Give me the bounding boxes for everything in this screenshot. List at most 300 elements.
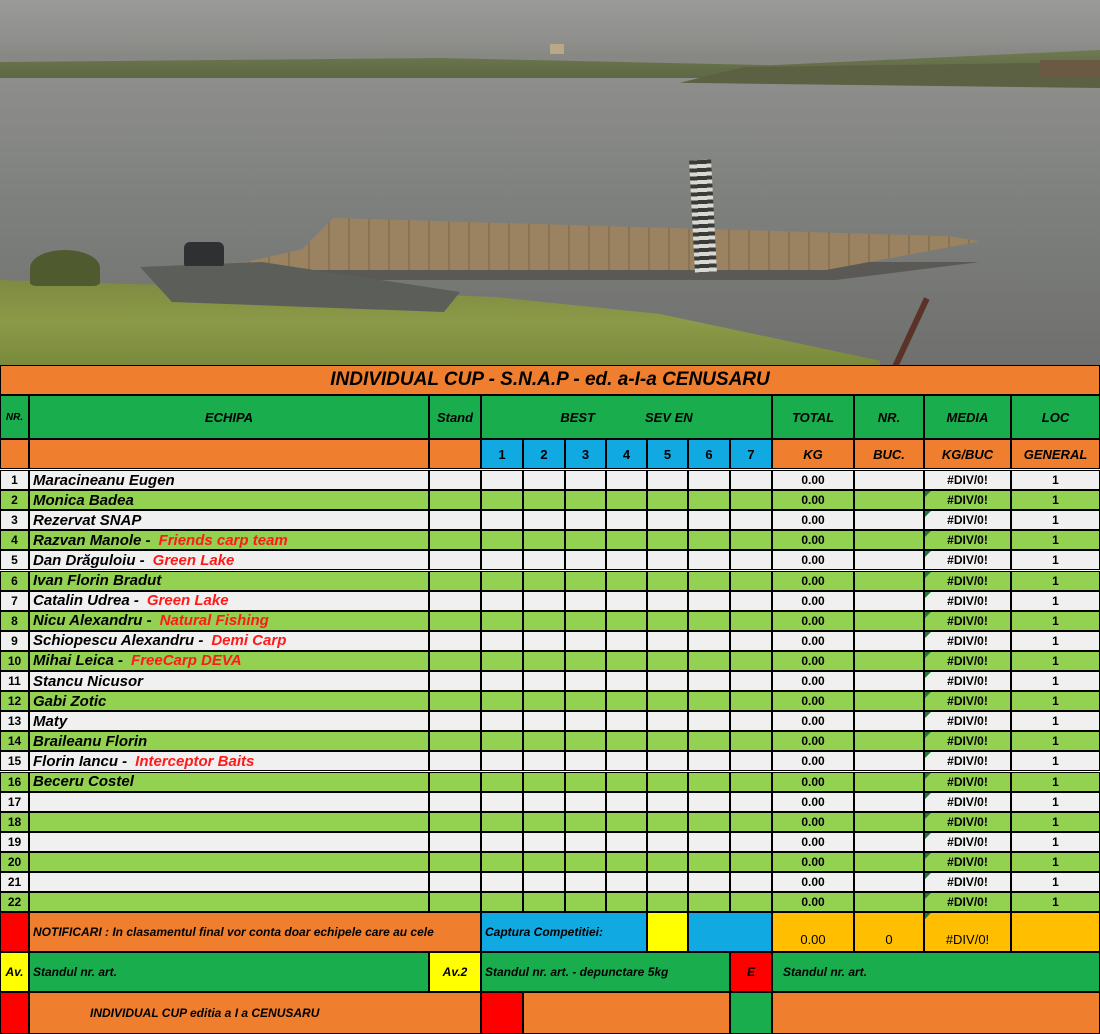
row-nr-buc xyxy=(854,731,924,751)
row-total-kg: 0.00 xyxy=(772,631,854,651)
row-best-3 xyxy=(565,872,606,892)
row-best-4 xyxy=(606,651,647,671)
row-best-5 xyxy=(647,671,688,691)
row-best-3 xyxy=(565,852,606,872)
row-total-kg: 0.00 xyxy=(772,490,854,510)
row-best-7 xyxy=(730,470,772,490)
row-best-7 xyxy=(730,772,772,792)
row-nr: 13 xyxy=(0,711,29,731)
row-nr-buc xyxy=(854,812,924,832)
bottom-orange-right xyxy=(772,992,1100,1034)
row-total-kg: 0.00 xyxy=(772,872,854,892)
row-best-4 xyxy=(606,751,647,771)
row-best-4 xyxy=(606,892,647,912)
row-loc: 1 xyxy=(1011,631,1100,651)
row-nr-buc xyxy=(854,792,924,812)
row-best-4 xyxy=(606,812,647,832)
header2-stand xyxy=(429,439,481,469)
row-nr: 7 xyxy=(0,591,29,611)
row-total-kg: 0.00 xyxy=(772,651,854,671)
row-echipa xyxy=(29,772,429,792)
row-nr: 20 xyxy=(0,852,29,872)
row-best-1 xyxy=(481,510,523,530)
row-total-kg: 0.00 xyxy=(772,772,854,792)
header-kg: KG xyxy=(772,439,854,469)
row-media: #DIV/0! xyxy=(924,631,1011,651)
row-nr: 21 xyxy=(0,872,29,892)
row-nr-buc xyxy=(854,490,924,510)
row-stand xyxy=(429,671,481,691)
row-echipa xyxy=(29,711,429,731)
row-best-3 xyxy=(565,832,606,852)
row-best-7 xyxy=(730,671,772,691)
row-best-4 xyxy=(606,691,647,711)
row-echipa xyxy=(29,832,429,852)
row-best-2 xyxy=(523,812,565,832)
row-nr: 9 xyxy=(0,631,29,651)
row-best-2 xyxy=(523,772,565,792)
row-nr-buc xyxy=(854,611,924,631)
row-best-6 xyxy=(688,550,730,570)
row-best-1 xyxy=(481,550,523,570)
row-best-1 xyxy=(481,691,523,711)
row-best-6 xyxy=(688,671,730,691)
row-best-7 xyxy=(730,571,772,591)
total-kg: 0.00 xyxy=(772,912,854,952)
participant-name: Beceru Costel xyxy=(33,773,134,791)
row-echipa xyxy=(29,530,429,550)
best-col-header-2: 2 xyxy=(523,439,565,469)
table-title: INDIVIDUAL CUP - S.N.A.P - ed. a-I-a CENUSARU xyxy=(0,365,1100,395)
row-nr: 14 xyxy=(0,731,29,751)
row-best-7 xyxy=(730,731,772,751)
participant-name: Rezervat SNAP xyxy=(33,511,142,529)
row-best-7 xyxy=(730,852,772,872)
row-best-7 xyxy=(730,751,772,771)
row-total-kg: 0.00 xyxy=(772,510,854,530)
participant-name: Mihai Leica - xyxy=(33,652,124,670)
row-best-3 xyxy=(565,671,606,691)
row-total-kg: 0.00 xyxy=(772,671,854,691)
header2-nr xyxy=(0,439,29,469)
row-best-2 xyxy=(523,872,565,892)
row-best-4 xyxy=(606,470,647,490)
row-best-7 xyxy=(730,631,772,651)
row-nr: 18 xyxy=(0,812,29,832)
row-best-4 xyxy=(606,852,647,872)
row-best-6 xyxy=(688,510,730,530)
row-media: #DIV/0! xyxy=(924,671,1011,691)
row-best-7 xyxy=(730,550,772,570)
row-best-2 xyxy=(523,571,565,591)
row-total-kg: 0.00 xyxy=(772,812,854,832)
participant-name: Braileanu Florin xyxy=(33,732,148,750)
row-best-6 xyxy=(688,892,730,912)
row-best-2 xyxy=(523,852,565,872)
row-best-2 xyxy=(523,470,565,490)
row-best-1 xyxy=(481,892,523,912)
row-nr-buc xyxy=(854,832,924,852)
header-stand: Stand xyxy=(429,395,481,439)
row-nr: 8 xyxy=(0,611,29,631)
row-total-kg: 0.00 xyxy=(772,571,854,591)
row-best-6 xyxy=(688,530,730,550)
header-nr: NR. xyxy=(0,395,29,439)
row-best-3 xyxy=(565,631,606,651)
team-name: Demi Carp xyxy=(211,632,287,650)
row-best-5 xyxy=(647,792,688,812)
row-stand xyxy=(429,651,481,671)
row-best-6 xyxy=(688,611,730,631)
row-stand xyxy=(429,591,481,611)
row-best-4 xyxy=(606,711,647,731)
catch-blue-cell xyxy=(688,912,772,952)
row-best-6 xyxy=(688,751,730,771)
row-best-5 xyxy=(647,611,688,631)
row-best-5 xyxy=(647,530,688,550)
bottom-orange-mid xyxy=(523,992,730,1034)
row-best-3 xyxy=(565,470,606,490)
row-best-4 xyxy=(606,611,647,631)
row-nr-buc xyxy=(854,892,924,912)
row-best-5 xyxy=(647,772,688,792)
notice-text: NOTIFICARI : In clasamentul final vor conta doar echipele care au cele xyxy=(29,912,481,952)
row-best-2 xyxy=(523,490,565,510)
row-best-5 xyxy=(647,631,688,651)
row-echipa xyxy=(29,651,429,671)
row-best-6 xyxy=(688,711,730,731)
row-echipa xyxy=(29,631,429,651)
team-name: Friends carp team xyxy=(158,531,288,549)
row-loc: 1 xyxy=(1011,812,1100,832)
row-best-1 xyxy=(481,470,523,490)
av2-label: Av.2 xyxy=(429,952,481,992)
row-best-6 xyxy=(688,792,730,812)
row-best-1 xyxy=(481,631,523,651)
row-nr: 17 xyxy=(0,792,29,812)
row-echipa xyxy=(29,611,429,631)
row-total-kg: 0.00 xyxy=(772,892,854,912)
row-best-4 xyxy=(606,530,647,550)
row-nr-buc xyxy=(854,530,924,550)
row-best-2 xyxy=(523,611,565,631)
row-best-2 xyxy=(523,832,565,852)
row-best-2 xyxy=(523,510,565,530)
row-best-2 xyxy=(523,631,565,651)
row-best-7 xyxy=(730,611,772,631)
row-echipa xyxy=(29,731,429,751)
row-total-kg: 0.00 xyxy=(772,530,854,550)
participant-name: Monica Badea xyxy=(33,491,134,509)
row-echipa xyxy=(29,691,429,711)
best-col-header-7: 7 xyxy=(730,439,772,469)
row-best-2 xyxy=(523,751,565,771)
row-nr: 3 xyxy=(0,510,29,530)
team-name: Natural Fishing xyxy=(159,612,269,630)
row-loc: 1 xyxy=(1011,490,1100,510)
row-loc: 1 xyxy=(1011,751,1100,771)
row-best-1 xyxy=(481,792,523,812)
row-loc: 1 xyxy=(1011,470,1100,490)
row-best-6 xyxy=(688,591,730,611)
row-stand xyxy=(429,631,481,651)
row-nr: 10 xyxy=(0,651,29,671)
row-nr-buc xyxy=(854,550,924,570)
row-best-5 xyxy=(647,892,688,912)
participant-name: Schiopescu Alexandru - xyxy=(33,632,204,650)
row-best-4 xyxy=(606,550,647,570)
row-loc: 1 xyxy=(1011,530,1100,550)
row-best-3 xyxy=(565,812,606,832)
team-name: Interceptor Baits xyxy=(135,752,255,770)
row-best-1 xyxy=(481,611,523,631)
row-nr: 11 xyxy=(0,671,29,691)
best-col-header-1: 1 xyxy=(481,439,523,469)
row-best-1 xyxy=(481,751,523,771)
row-loc: 1 xyxy=(1011,832,1100,852)
row-best-2 xyxy=(523,892,565,912)
row-best-5 xyxy=(647,731,688,751)
notice-marker xyxy=(0,912,29,952)
participant-name: Gabi Zotic xyxy=(33,692,107,710)
row-loc: 1 xyxy=(1011,711,1100,731)
row-best-6 xyxy=(688,812,730,832)
header-media: MEDIA xyxy=(924,395,1011,439)
participant-name: Nicu Alexandru - xyxy=(33,612,152,630)
row-loc: 1 xyxy=(1011,651,1100,671)
team-name: FreeCarp DEVA xyxy=(131,652,242,670)
row-best-7 xyxy=(730,510,772,530)
header-seven: SEV EN xyxy=(644,409,693,425)
row-stand xyxy=(429,711,481,731)
row-best-7 xyxy=(730,591,772,611)
best-col-header-4: 4 xyxy=(606,439,647,469)
row-total-kg: 0.00 xyxy=(772,550,854,570)
row-best-5 xyxy=(647,470,688,490)
row-stand xyxy=(429,892,481,912)
header-general: GENERAL xyxy=(1011,439,1100,469)
row-best-1 xyxy=(481,711,523,731)
row-total-kg: 0.00 xyxy=(772,470,854,490)
row-best-6 xyxy=(688,490,730,510)
row-nr: 2 xyxy=(0,490,29,510)
row-total-kg: 0.00 xyxy=(772,792,854,812)
row-best-5 xyxy=(647,872,688,892)
stand-note-2: Standul nr. art. - depunctare 5kg xyxy=(481,952,730,992)
row-echipa xyxy=(29,792,429,812)
row-nr-buc xyxy=(854,872,924,892)
participant-name: Stancu Nicusor xyxy=(33,672,144,690)
row-best-2 xyxy=(523,591,565,611)
row-best-4 xyxy=(606,591,647,611)
row-loc: 1 xyxy=(1011,671,1100,691)
row-media: #DIV/0! xyxy=(924,530,1011,550)
row-media: #DIV/0! xyxy=(924,691,1011,711)
row-nr-buc xyxy=(854,772,924,792)
participant-name: Dan Drăguloiu - xyxy=(33,551,145,569)
catch-yellow-cell xyxy=(647,912,688,952)
row-best-5 xyxy=(647,510,688,530)
row-best-1 xyxy=(481,671,523,691)
header-best: BEST xyxy=(560,409,595,425)
row-nr: 12 xyxy=(0,691,29,711)
row-best-5 xyxy=(647,751,688,771)
row-echipa xyxy=(29,852,429,872)
row-best-7 xyxy=(730,892,772,912)
row-best-7 xyxy=(730,812,772,832)
row-media: #DIV/0! xyxy=(924,571,1011,591)
row-best-5 xyxy=(647,832,688,852)
row-echipa xyxy=(29,671,429,691)
row-stand xyxy=(429,530,481,550)
participant-name: Razvan Manole - xyxy=(33,531,151,549)
row-best-3 xyxy=(565,571,606,591)
row-nr-buc xyxy=(854,711,924,731)
row-best-3 xyxy=(565,792,606,812)
row-media: #DIV/0! xyxy=(924,892,1011,912)
row-stand xyxy=(429,872,481,892)
row-best-2 xyxy=(523,550,565,570)
row-best-1 xyxy=(481,832,523,852)
row-best-6 xyxy=(688,631,730,651)
row-best-3 xyxy=(565,510,606,530)
row-nr-buc xyxy=(854,671,924,691)
row-media: #DIV/0! xyxy=(924,510,1011,530)
header-loc: LOC xyxy=(1011,395,1100,439)
row-loc: 1 xyxy=(1011,591,1100,611)
participant-name: Maracineanu Eugen xyxy=(33,471,175,489)
row-echipa xyxy=(29,872,429,892)
total-buc: 0 xyxy=(854,912,924,952)
row-nr-buc xyxy=(854,571,924,591)
row-loc: 1 xyxy=(1011,550,1100,570)
watch-tower xyxy=(550,44,564,54)
row-nr-buc xyxy=(854,470,924,490)
row-nr: 5 xyxy=(0,550,29,570)
best-col-header-5: 5 xyxy=(647,439,688,469)
row-stand xyxy=(429,812,481,832)
row-best-6 xyxy=(688,772,730,792)
header-total: TOTAL xyxy=(772,395,854,439)
row-best-1 xyxy=(481,772,523,792)
row-best-3 xyxy=(565,591,606,611)
row-total-kg: 0.00 xyxy=(772,711,854,731)
row-loc: 1 xyxy=(1011,892,1100,912)
row-loc: 1 xyxy=(1011,611,1100,631)
row-media: #DIV/0! xyxy=(924,711,1011,731)
row-total-kg: 0.00 xyxy=(772,611,854,631)
row-best-5 xyxy=(647,691,688,711)
row-stand xyxy=(429,691,481,711)
header-best-seven xyxy=(481,395,772,439)
row-best-3 xyxy=(565,530,606,550)
row-echipa xyxy=(29,510,429,530)
row-best-5 xyxy=(647,571,688,591)
row-stand xyxy=(429,470,481,490)
row-best-3 xyxy=(565,772,606,792)
row-best-7 xyxy=(730,872,772,892)
row-echipa xyxy=(29,490,429,510)
shrub xyxy=(30,250,100,286)
row-best-2 xyxy=(523,711,565,731)
row-nr-buc xyxy=(854,651,924,671)
row-best-6 xyxy=(688,470,730,490)
boat-motor xyxy=(184,242,224,266)
row-best-3 xyxy=(565,550,606,570)
row-best-4 xyxy=(606,490,647,510)
row-stand xyxy=(429,550,481,570)
row-best-5 xyxy=(647,651,688,671)
row-media: #DIV/0! xyxy=(924,550,1011,570)
row-loc: 1 xyxy=(1011,852,1100,872)
row-best-3 xyxy=(565,751,606,771)
row-best-2 xyxy=(523,792,565,812)
row-best-4 xyxy=(606,571,647,591)
row-stand xyxy=(429,611,481,631)
row-nr: 22 xyxy=(0,892,29,912)
row-total-kg: 0.00 xyxy=(772,832,854,852)
row-best-3 xyxy=(565,691,606,711)
row-best-2 xyxy=(523,530,565,550)
row-loc: 1 xyxy=(1011,571,1100,591)
row-nr: 19 xyxy=(0,832,29,852)
total-media: #DIV/0! xyxy=(924,912,1011,952)
row-media: #DIV/0! xyxy=(924,792,1011,812)
row-best-5 xyxy=(647,591,688,611)
row-best-1 xyxy=(481,852,523,872)
header-nr-buc: NR. xyxy=(854,395,924,439)
row-nr: 1 xyxy=(0,470,29,490)
row-best-3 xyxy=(565,711,606,731)
row-best-5 xyxy=(647,550,688,570)
row-best-2 xyxy=(523,731,565,751)
row-best-7 xyxy=(730,530,772,550)
row-media: #DIV/0! xyxy=(924,470,1011,490)
row-best-4 xyxy=(606,671,647,691)
row-loc: 1 xyxy=(1011,731,1100,751)
row-media: #DIV/0! xyxy=(924,812,1011,832)
participant-name: Ivan Florin Bradut xyxy=(33,572,162,590)
row-loc: 1 xyxy=(1011,872,1100,892)
row-stand xyxy=(429,792,481,812)
stand-note-1: Standul nr. art. xyxy=(29,952,429,992)
row-best-3 xyxy=(565,611,606,631)
team-name: Green Lake xyxy=(146,592,229,610)
row-best-5 xyxy=(647,490,688,510)
stand-note-3: Standul nr. art. xyxy=(772,952,1100,992)
row-best-6 xyxy=(688,832,730,852)
row-best-4 xyxy=(606,872,647,892)
row-best-1 xyxy=(481,530,523,550)
row-best-1 xyxy=(481,731,523,751)
bottom-caption: INDIVIDUAL CUP editia a I a CENUSARU xyxy=(29,992,481,1034)
row-best-3 xyxy=(565,651,606,671)
row-best-1 xyxy=(481,872,523,892)
row-stand xyxy=(429,490,481,510)
row-loc: 1 xyxy=(1011,772,1100,792)
participant-name: Catalin Udrea - xyxy=(33,592,139,610)
row-media: #DIV/0! xyxy=(924,751,1011,771)
header2-echipa xyxy=(29,439,429,469)
bottom-red-mid xyxy=(481,992,523,1034)
row-best-6 xyxy=(688,852,730,872)
row-total-kg: 0.00 xyxy=(772,591,854,611)
row-nr: 15 xyxy=(0,751,29,771)
row-best-6 xyxy=(688,872,730,892)
header-buc: BUC. xyxy=(854,439,924,469)
row-media: #DIV/0! xyxy=(924,651,1011,671)
row-best-3 xyxy=(565,490,606,510)
